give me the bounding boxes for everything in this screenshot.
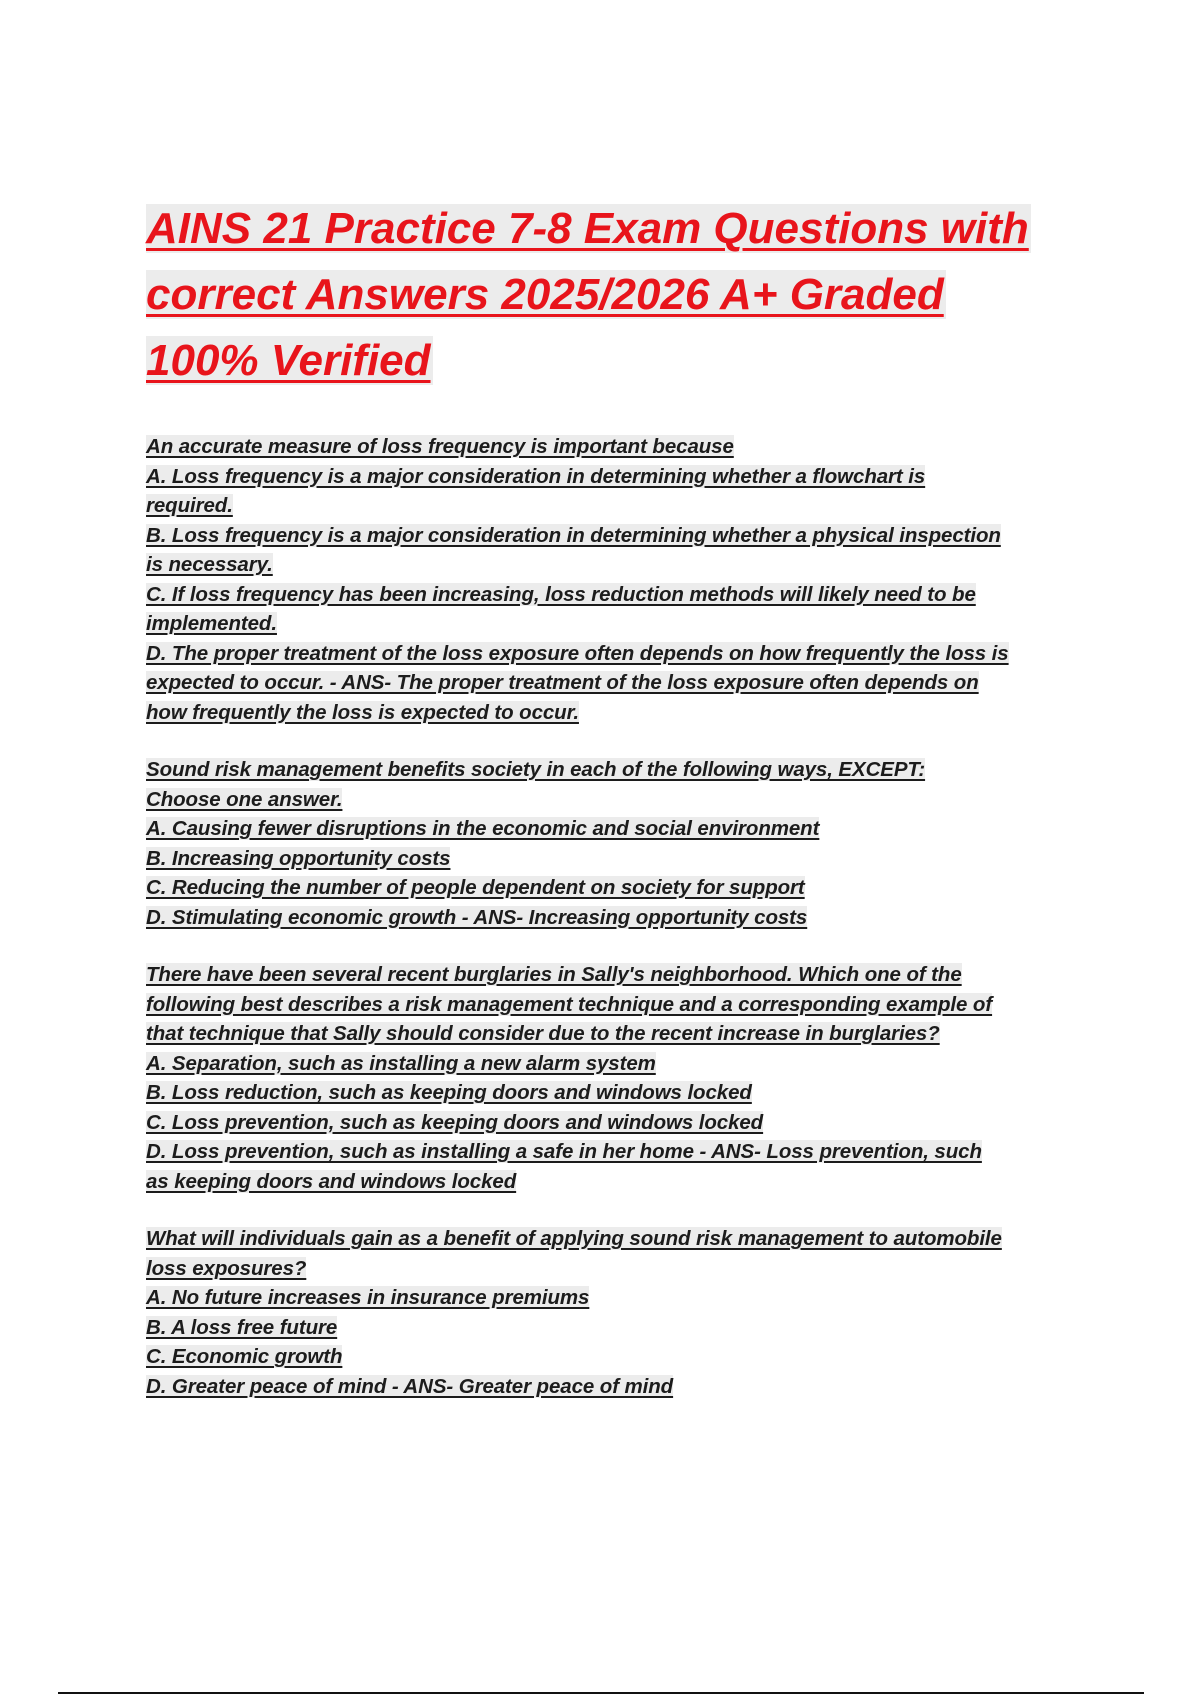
answer-option-c: C. Loss prevention, such as keeping doors and windows locked — [146, 1110, 764, 1134]
question-block-4 — [146, 1224, 1096, 1401]
answer-option-c-cont: implemented. — [146, 612, 277, 635]
questions-list — [146, 432, 1096, 1429]
answer-option-c: C. Reducing the number of people dependent on society for support — [146, 876, 805, 899]
answer-key: as keeping doors and windows locked — [146, 1169, 517, 1193]
question-stem: What will individuals gain as a benefit of applying sound risk management to automobile — [146, 1227, 1002, 1250]
document-title — [146, 196, 1086, 394]
answer-option-a: A. Loss frequency is a major consideration in determining whether a flowchart is — [146, 464, 926, 488]
answer-option-b: B. Increasing opportunity costs — [146, 846, 451, 870]
answer-option-c: C. Economic growth — [146, 1345, 343, 1368]
title-line: 100% Verified — [146, 336, 431, 385]
question-stem-cont: following best describes a risk management technique and a corresponding example of — [146, 992, 993, 1016]
answer-option-d: D. Greater peace of mind - ANS- Greater peace of mind — [146, 1374, 674, 1398]
footer-divider — [58, 1692, 1144, 1694]
question-instruction: Choose one answer. — [146, 787, 343, 811]
question-stem-cont: that technique that Sally should consider due to the recent increase in burglaries? — [146, 1022, 940, 1045]
question-stem: Sound risk management benefits society in each of the following ways, EXCEPT: — [146, 758, 926, 781]
title-line: correct Answers 2025/2026 A+ Graded — [146, 270, 944, 319]
answer-option-c: C. If loss frequency has been increasing, loss reduction methods will likely need to be — [146, 582, 976, 606]
question-block-2 — [146, 755, 1096, 932]
answer-option-d: D. Loss prevention, such as installing a safe in her home - ANS- Loss prevention, such — [146, 1140, 982, 1163]
question-stem: There have been several recent burglaries in Sally's neighborhood. Which one of the — [146, 963, 962, 986]
answer-option-a-cont: required. — [146, 494, 233, 517]
answer-option-d: D. Stimulating economic growth - ANS- Increasing opportunity costs — [146, 905, 808, 929]
question-block-1 — [146, 432, 1096, 727]
answer-option-d: D. The proper treatment of the loss exposure often depends on how frequently the loss is — [146, 641, 1009, 665]
answer-option-b-cont: is necessary. — [146, 553, 273, 576]
answer-option-b: B. Loss frequency is a major consideration in determining whether a physical inspection — [146, 523, 1001, 547]
question-block-3 — [146, 960, 1096, 1196]
answer-option-b: B. Loss reduction, such as keeping doors and windows locked — [146, 1081, 752, 1104]
answer-option-a: A. Separation, such as installing a new alarm system — [146, 1051, 656, 1075]
title-line: AINS 21 Practice 7-8 Exam Questions with — [146, 204, 1029, 253]
answer-option-a: A. No future increases in insurance premiums — [146, 1286, 590, 1309]
question-stem: An accurate measure of loss frequency is important because — [146, 435, 734, 458]
answer-option-d-cont: expected to occur. - ANS- The proper treatment of the loss exposure often depends on — [146, 671, 979, 694]
answer-option-a: A. Causing fewer disruptions in the economic and social environment — [146, 817, 820, 840]
question-stem-cont: loss exposures? — [146, 1256, 307, 1280]
answer-key: how frequently the loss is expected to occur. — [146, 700, 579, 724]
answer-option-b: B. A loss free future — [146, 1315, 338, 1339]
